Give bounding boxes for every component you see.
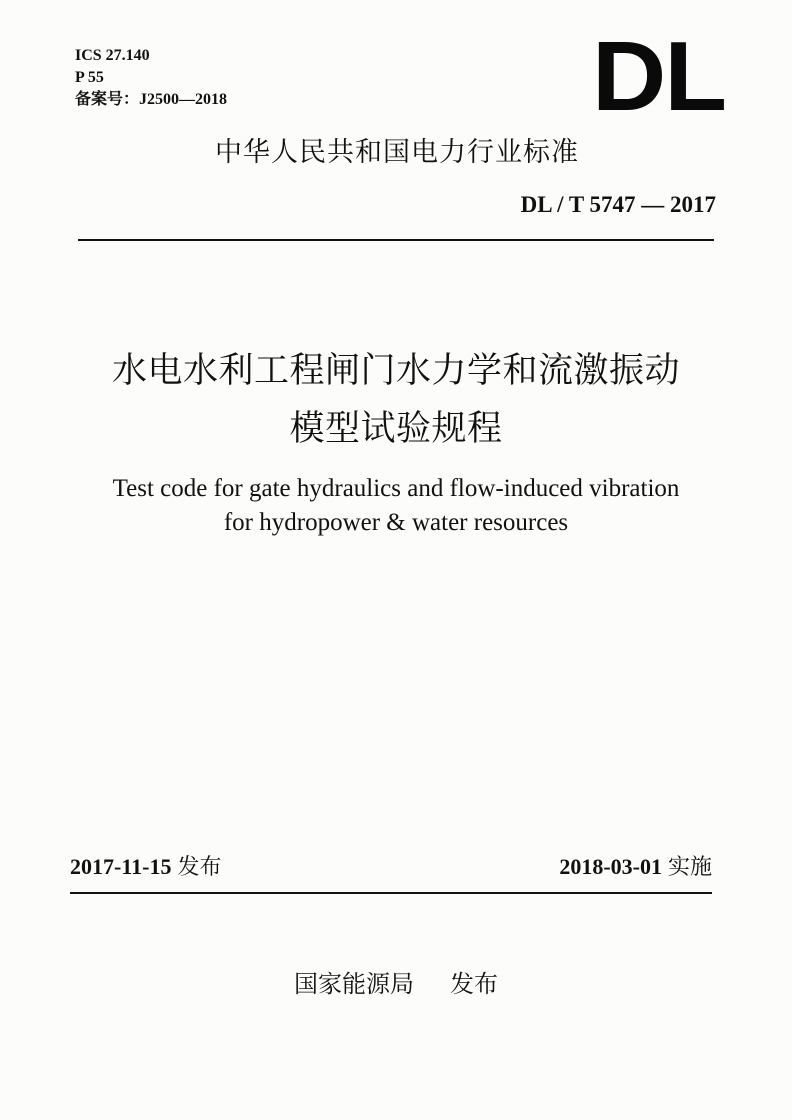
publisher-block: [0, 968, 792, 1000]
implement-date: 2018-03-01: [559, 854, 662, 879]
publisher-name: 国家能源局: [294, 970, 414, 998]
title-cn-line1: 水电水利工程闸门水力学和流激振动: [111, 351, 680, 391]
ics-code: ICS 27.140: [75, 47, 150, 64]
issue-date-block: [70, 852, 221, 883]
title-en-line2: for hydropower & water resources: [223, 509, 569, 536]
title-en-line1: Test code for gate hydraulics and flow-induced vibration: [112, 475, 680, 502]
dl-logo: DL: [592, 21, 725, 131]
issue-date: 2017-11-15: [70, 854, 172, 879]
bottom-divider: [70, 892, 712, 894]
publisher-label: 发布: [450, 970, 498, 998]
implement-date-block: [559, 852, 712, 883]
top-divider: [78, 239, 714, 241]
industry-standard-title: 中华人民共和国电力行业标准: [215, 137, 579, 168]
record-number: 备案号：J2500—2018: [75, 91, 228, 108]
issue-label: 发布: [177, 855, 222, 880]
classification-code: P 55: [75, 69, 104, 86]
title-cn-line2: 模型试验规程: [289, 409, 503, 449]
implement-label: 实施: [667, 855, 712, 880]
standard-number: DL / T 5747 — 2017: [520, 192, 716, 217]
